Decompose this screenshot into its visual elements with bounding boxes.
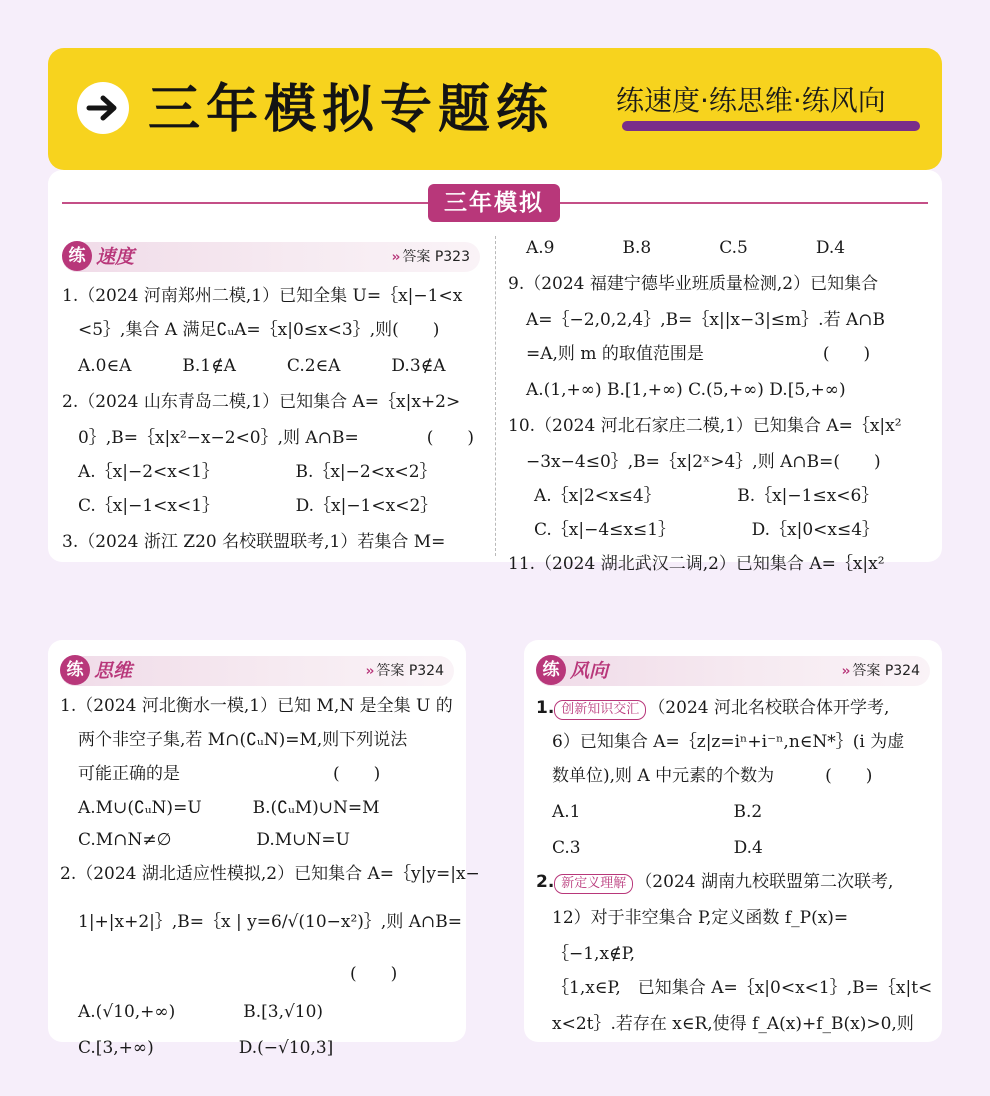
question-line: <5｝,集合 A 满足∁ᵤA=｛x|0≤x<3｝,则( )	[78, 320, 440, 340]
option-line: A.｛x|−2<x<1｝ B.｛x|−2<x<2｝	[78, 462, 437, 482]
question-line: 12）对于非空集合 P,定义函数 f_P(x)=	[552, 908, 849, 928]
question-line: 9.（2024 福建宁德毕业班质量检测,2）已知集合	[508, 274, 879, 294]
answer-ref: ›› 答案 P323	[391, 249, 470, 265]
question-line: x<2t｝.若存在 x∈R,使得 f_A(x)+f_B(x)>0,则	[552, 1014, 914, 1034]
lian-icon: 练	[60, 655, 90, 685]
option-line: C.M∩N≠∅ D.M∪N=U	[78, 830, 350, 850]
slogan-underline	[622, 121, 920, 131]
double-chevron-icon: ››	[365, 664, 373, 679]
lian-icon: 练	[536, 655, 566, 685]
section-badge: 三年模拟	[428, 184, 560, 222]
double-chevron-icon: ››	[391, 250, 399, 265]
question-line: 1|+|x+2|｝,B=｛x | y=6/√(10−x²)｝,则 A∩B=	[78, 912, 462, 932]
question-line: 6）已知集合 A=｛z|z=iⁿ+i⁻ⁿ,n∈N*｝(i 为虚	[552, 732, 905, 752]
question-line: 3.（2024 浙江 Z20 名校联盟联考,1）若集合 M=	[62, 532, 446, 552]
question-line: 1. 创新知识交汇 （2024 河北名校联合体开学考,	[536, 698, 890, 718]
question-line: 11.（2024 湖北武汉二调,2）已知集合 A=｛x|x²	[508, 554, 885, 574]
question-line: ｛1,x∈P, 已知集合 A=｛x|0<x<1｝,B=｛x|t<	[552, 978, 933, 998]
banner-slogan: 练速度·练思维·练风向	[616, 84, 886, 117]
question-line: 2.（2024 山东青岛二模,1）已知集合 A=｛x|x+2>	[62, 392, 461, 412]
section-header-speed	[62, 242, 480, 272]
question-line: =A,则 m 的取值范围是 ( )	[526, 344, 871, 364]
question-line: 1.（2024 河北衡水一模,1）已知 M,N 是全集 U 的	[60, 696, 453, 716]
question-line: −3x−4≤0｝,B=｛x|2ˣ>4｝,则 A∩B=( )	[526, 452, 881, 472]
double-chevron-icon: ››	[841, 664, 849, 679]
answer-ref: ›› 答案 P324	[841, 663, 920, 679]
option-line: A.9 B.8 C.5 D.4	[526, 238, 846, 258]
question-line: 10.（2024 河北石家庄二模,1）已知集合 A=｛x|x²	[508, 416, 902, 436]
question-line: 两个非空子集,若 M∩(∁ᵤN)=M,则下列说法	[78, 730, 408, 750]
page-title: 三年模拟专题练	[148, 80, 555, 140]
section-name: 风向	[570, 660, 609, 682]
question-line: 可能正确的是 ( )	[78, 764, 381, 784]
option-line: C.3 D.4	[552, 838, 763, 858]
answer-blank: ( )	[78, 964, 398, 984]
section-name: 思维	[94, 660, 133, 682]
question-line: ｛−1,x∉P,	[552, 944, 636, 964]
practice-card-trend	[524, 640, 942, 1042]
question-line: 2. 新定义理解 （2024 湖南九校联盟第二次联考,	[536, 872, 894, 892]
option-line: A.(1,+∞) B.[1,+∞) C.(5,+∞) D.[5,+∞)	[526, 380, 846, 400]
option-line: A.M∪(∁ᵤN)=U B.(∁ᵤM)∪N=M	[78, 798, 380, 818]
option-line: A.1 B.2	[552, 802, 763, 822]
practice-card-thinking	[48, 640, 480, 1058]
option-line: C.[3,+∞) D.(−√10,3]	[78, 1038, 334, 1058]
option-line: A.0∈A B.1∉A C.2∈A D.3∉A	[78, 356, 446, 376]
section-name: 速度	[96, 246, 135, 268]
option-line: C.｛x|−1<x<1｝ D.｛x|−1<x<2｝	[78, 496, 438, 516]
section-header-trend	[536, 656, 930, 686]
column-divider	[495, 236, 496, 556]
question-tag: 创新知识交汇	[554, 700, 646, 720]
lian-icon: 练	[62, 241, 92, 271]
arrow-right-icon	[77, 82, 129, 134]
option-line: C.｛x|−4≤x≤1｝ D.｛x|0<x≤4｝	[534, 520, 880, 540]
question-line: 0｝,B=｛x|x²−x−2<0｝,则 A∩B= ( )	[78, 428, 474, 448]
question-line: A=｛−2,0,2,4｝,B=｛x||x−3|≤m｝.若 A∩B	[526, 310, 885, 330]
question-line: 数单位),则 A 中元素的个数为 ( )	[552, 766, 873, 786]
answer-ref: ›› 答案 P324	[365, 663, 444, 679]
question-tag: 新定义理解	[554, 874, 633, 894]
option-line: A.(√10,+∞) B.[3,√10)	[78, 1002, 324, 1022]
section-header-thinking	[60, 656, 454, 686]
option-line: A.｛x|2<x≤4｝ B.｛x|−1≤x<6｝	[534, 486, 879, 506]
practice-card-speed	[48, 170, 942, 574]
question-line: 1.（2024 河南郑州二模,1）已知全集 U=｛x|−1<x	[62, 286, 463, 306]
question-line: 2.（2024 湖北适应性模拟,2）已知集合 A=｛y|y=|x−	[60, 864, 480, 884]
